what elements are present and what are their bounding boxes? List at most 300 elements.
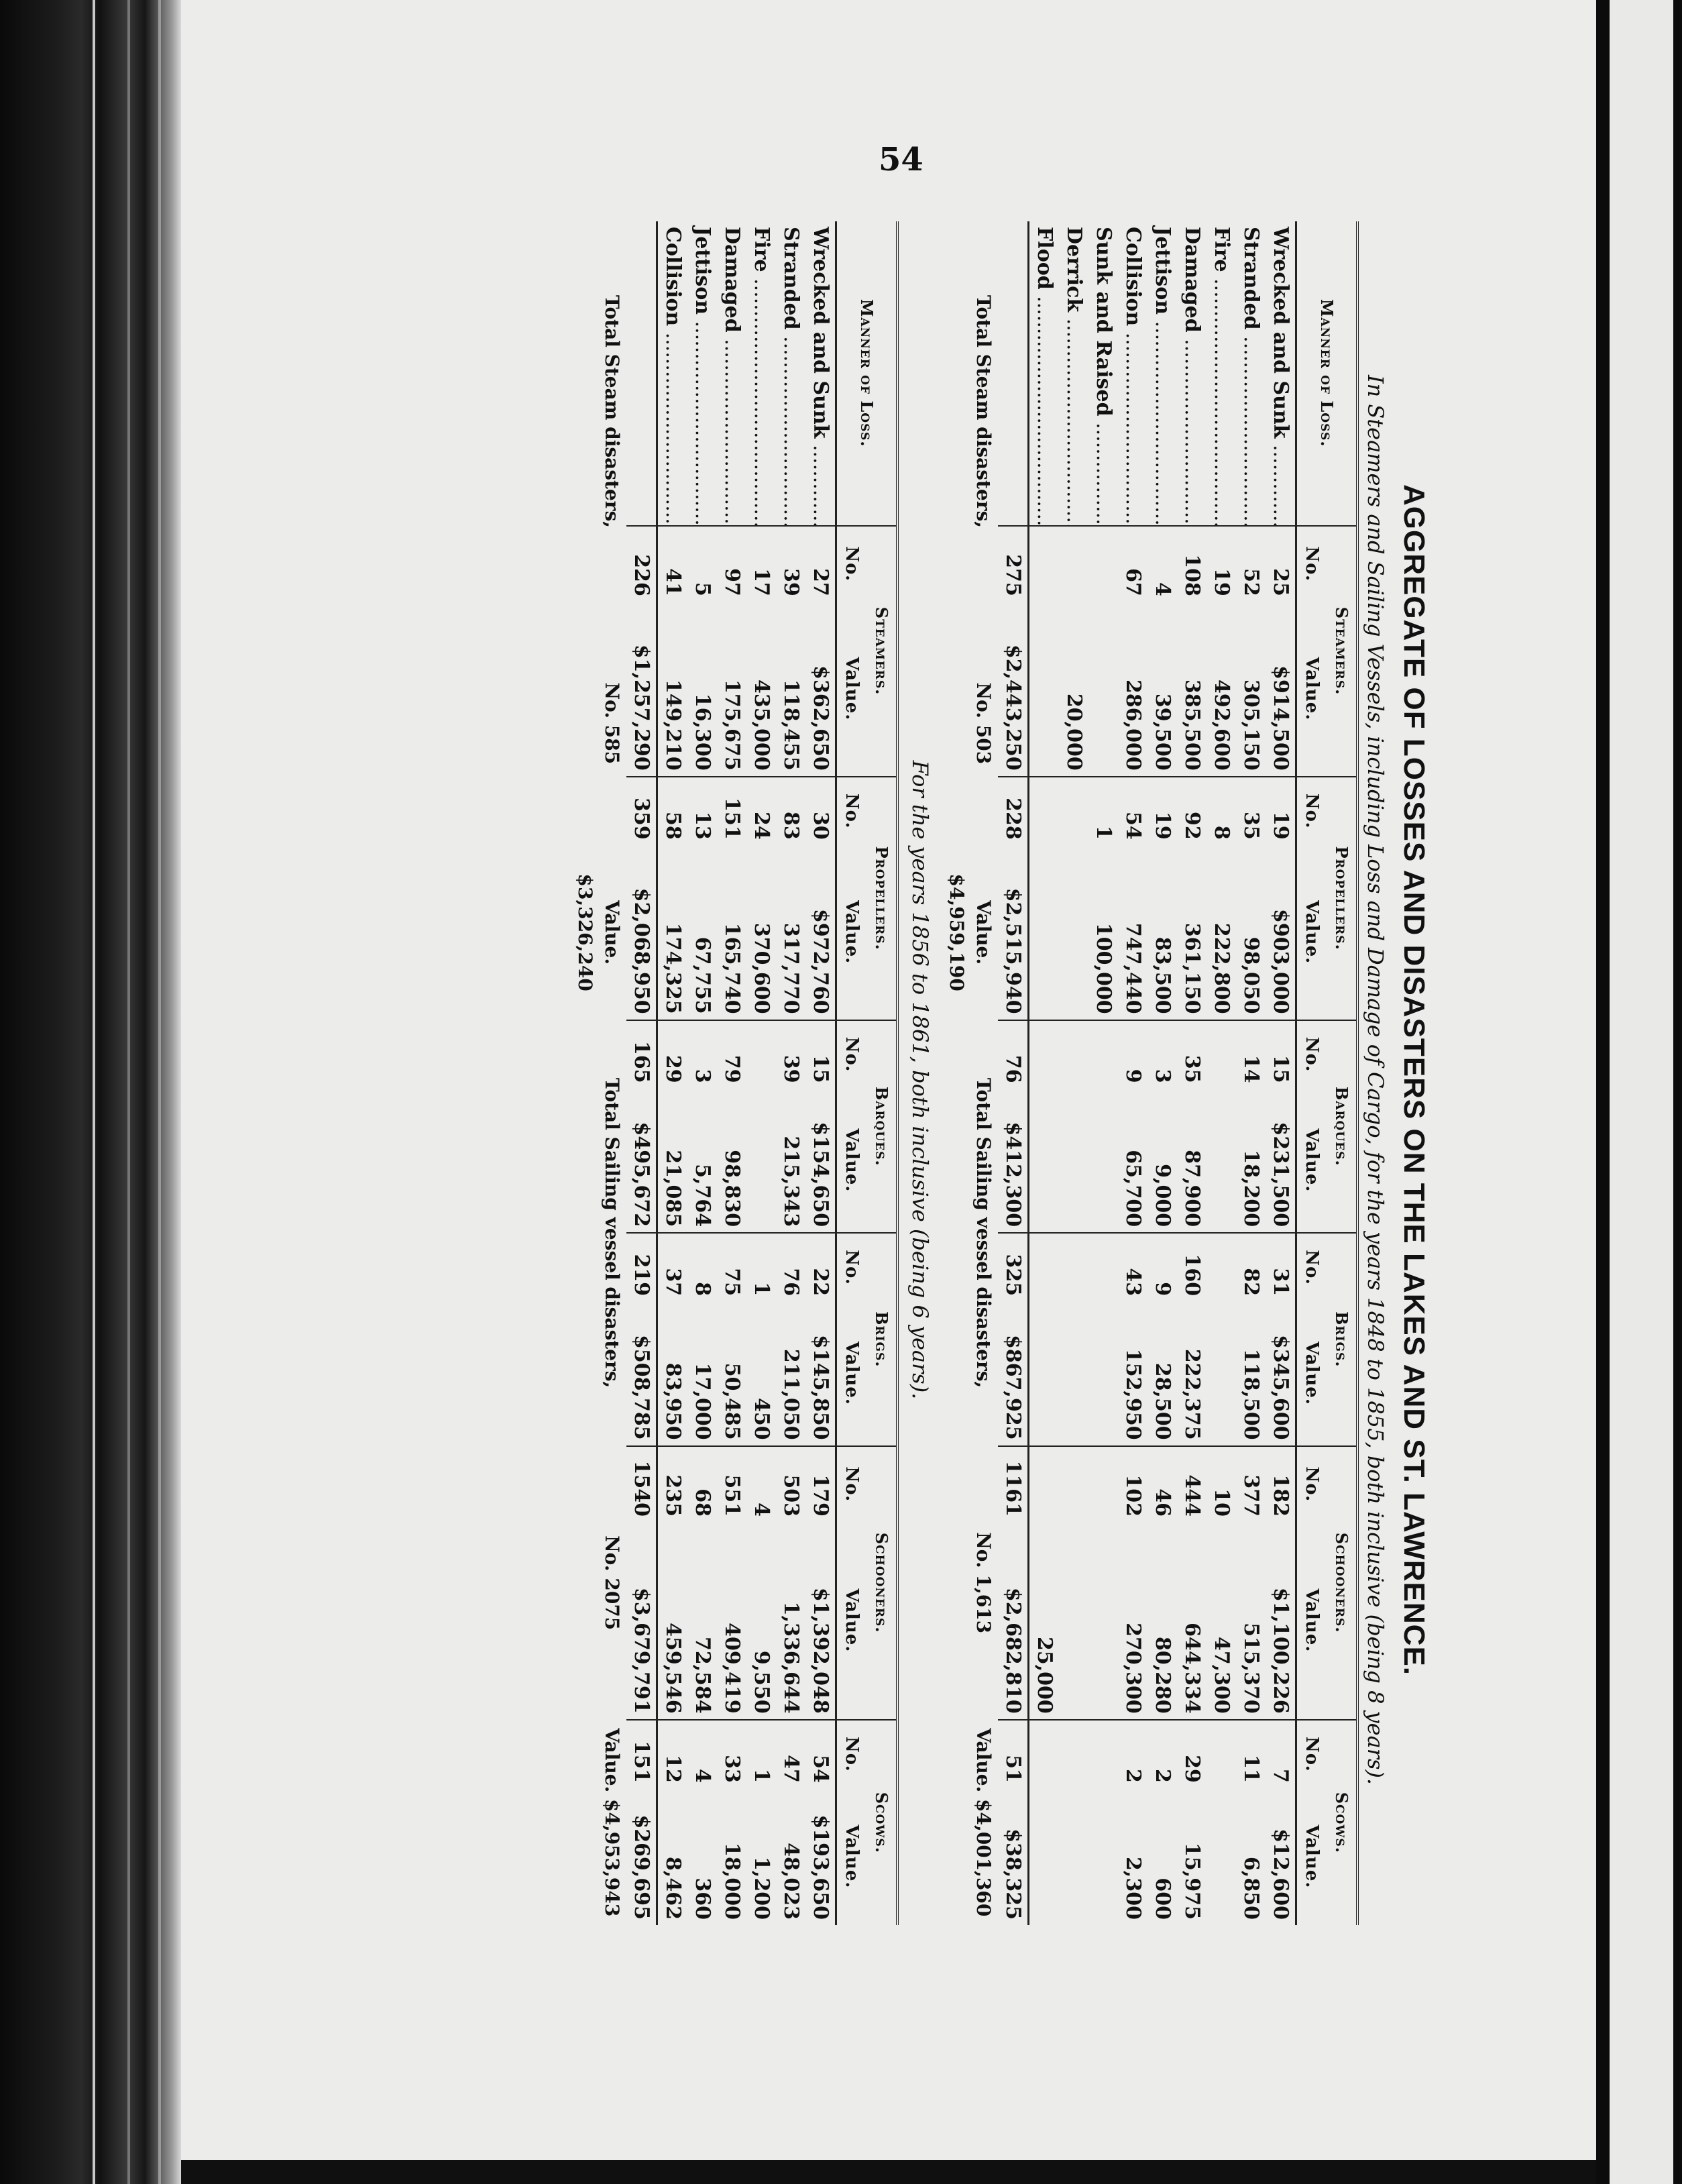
value-cell: 6,850: [1239, 1857, 1263, 1920]
count-cell: [1029, 777, 1060, 845]
value-cell: 286,000: [1121, 679, 1145, 771]
value-cell: 47,300: [1210, 1636, 1233, 1714]
count-cell: 377: [1236, 1446, 1266, 1522]
count-cell: 551: [717, 1446, 746, 1522]
manner-of-loss-label: Derrick .....: [1059, 221, 1088, 526]
count-cell: [1029, 1020, 1060, 1089]
value-cell: 98,050: [1239, 936, 1263, 1014]
page-edge-line: [158, 0, 161, 2184]
total-cell: $2,443,250: [998, 602, 1029, 777]
count-cell: [1029, 1720, 1060, 1788]
sail-total-label: Total Sailing vessel disasters,: [972, 1077, 995, 1388]
table-row: [657, 221, 688, 1925]
count-cell: 9: [1118, 1020, 1147, 1089]
count-cell: [1059, 526, 1088, 602]
steam-total-no: No. 585: [601, 682, 623, 765]
count-cell: 67: [1118, 526, 1147, 602]
value-cell: 409,419: [720, 1623, 744, 1714]
header-no: No.: [836, 1233, 867, 1301]
value-cell: [746, 1089, 776, 1233]
table-row: [1029, 221, 1060, 1925]
header-value: Value.: [1302, 1341, 1322, 1405]
manner-of-loss-label: Collision .....: [1118, 221, 1147, 526]
value-cell: 149,210: [661, 679, 685, 771]
total-cell: $867,925: [998, 1301, 1029, 1445]
value-cell: 118,500: [1239, 1348, 1263, 1440]
header-value: Value.: [842, 1588, 862, 1653]
count-cell: 4: [1147, 526, 1177, 602]
value-cell: 5,764: [691, 1164, 714, 1227]
count-cell: 235: [657, 1446, 688, 1522]
header-barques: Barques.: [1327, 1020, 1357, 1234]
count-cell: 15: [805, 1020, 836, 1089]
value-cell: $362,650: [809, 665, 832, 771]
value-cell: 174,325: [661, 922, 685, 1014]
count-cell: 179: [805, 1446, 836, 1522]
value-cell: 385,500: [1180, 679, 1204, 771]
header-barques: Barques.: [866, 1020, 897, 1234]
manner-of-loss-label: Wrecked and Sunk .....: [805, 221, 836, 526]
value-cell: 9,550: [750, 1650, 773, 1714]
count-cell: 11: [1236, 1720, 1266, 1788]
header-scows: Scows.: [1327, 1720, 1357, 1925]
count-cell: 102: [1118, 1446, 1147, 1522]
count-cell: 3: [1147, 1020, 1177, 1089]
value-cell: 65,700: [1121, 1150, 1145, 1227]
value-cell: 360: [691, 1877, 714, 1920]
value-cell: [1029, 1301, 1060, 1445]
summary-row: [942, 221, 998, 1925]
count-cell: 29: [657, 1020, 688, 1089]
value-cell: 20,000: [1062, 693, 1086, 771]
total-cell: 325: [998, 1233, 1029, 1301]
count-cell: 2: [1118, 1720, 1147, 1788]
header-brigs: Brigs.: [1327, 1233, 1357, 1446]
value-cell: 435,000: [750, 679, 773, 771]
table-subtitle: In Steamers and Sailing Vessels, including Loss and Damage of Cargo, for the years 1848 to 1855, both inclusive (being 8 years).: [1363, 374, 1388, 1786]
value-cell: 222,800: [1210, 922, 1233, 1014]
total-cell: $508,785: [626, 1301, 657, 1445]
count-cell: 15: [1266, 1020, 1296, 1089]
value-cell: 2,300: [1121, 1857, 1145, 1920]
manner-of-loss-label: Fire .....: [746, 221, 776, 526]
count-cell: [746, 1020, 776, 1089]
count-cell: 54: [1118, 777, 1147, 845]
header-value: Value.: [1302, 1588, 1322, 1653]
value-cell: 87,900: [1180, 1150, 1204, 1227]
count-cell: [1088, 526, 1118, 602]
count-cell: 5: [687, 526, 717, 602]
count-cell: 75: [717, 1233, 746, 1301]
header-value: Value.: [842, 657, 862, 721]
manner-of-loss-label: Jettison .....: [1147, 221, 1177, 526]
total-cell: $2,068,950: [626, 845, 657, 1020]
count-cell: 76: [776, 1233, 805, 1301]
period-caption: For the years 1856 to 1861, both inclusive (being 6 years).: [907, 760, 933, 1400]
total-cell: 51: [998, 1720, 1029, 1788]
value-cell: 50,485: [720, 1362, 744, 1440]
manner-of-loss-label: Collision .....: [657, 221, 688, 526]
steam-total-value: Value. $3,326,240: [574, 873, 623, 991]
count-cell: [1207, 1233, 1236, 1301]
count-cell: 19: [1266, 777, 1296, 845]
steam-total-value: Value. $4,959,190: [946, 873, 995, 991]
count-cell: [1059, 1446, 1088, 1522]
value-cell: 644,334: [1180, 1623, 1204, 1714]
count-cell: 25: [1266, 526, 1296, 602]
value-cell: 67,755: [691, 936, 714, 1014]
count-cell: 444: [1177, 1446, 1207, 1522]
count-cell: 4: [746, 1446, 776, 1522]
value-cell: [1029, 1089, 1060, 1233]
count-cell: 46: [1147, 1446, 1177, 1522]
header-no: No.: [836, 1446, 867, 1522]
value-cell: 600: [1151, 1877, 1174, 1920]
count-cell: 1: [746, 1720, 776, 1788]
value-cell: 175,675: [720, 679, 744, 771]
table-row: [717, 221, 746, 1925]
value-cell: [1059, 1522, 1088, 1720]
value-cell: $231,500: [1269, 1122, 1292, 1227]
header-no: No.: [1296, 1720, 1327, 1788]
count-cell: 47: [776, 1720, 805, 1788]
count-cell: 35: [1177, 1020, 1207, 1089]
count-cell: 4: [687, 1720, 717, 1788]
total-cell: $495,672: [626, 1089, 657, 1233]
count-cell: 13: [687, 777, 717, 845]
count-cell: 1: [746, 1233, 776, 1301]
table-row: [746, 221, 776, 1925]
header-value: Value.: [842, 900, 862, 965]
sail-total-no: No. 1,613: [972, 1532, 995, 1634]
value-cell: 492,600: [1210, 679, 1233, 771]
header-value: Value.: [1302, 657, 1322, 721]
value-cell: 28,500: [1151, 1362, 1174, 1440]
total-cell: 275: [998, 526, 1029, 602]
manner-of-loss-label: Damaged .....: [717, 221, 746, 526]
value-cell: 305,150: [1239, 679, 1263, 771]
sail-total-value: Value. $4,001,360: [972, 1728, 995, 1917]
value-cell: $154,650: [809, 1122, 832, 1227]
value-cell: $345,600: [1269, 1335, 1292, 1440]
manner-of-loss-label: Stranded .....: [776, 221, 805, 526]
count-cell: 97: [717, 526, 746, 602]
value-cell: 25,000: [1033, 1636, 1056, 1714]
value-cell: 222,375: [1180, 1348, 1204, 1440]
sail-total-label: Total Sailing vessel disasters,: [601, 1077, 623, 1388]
table-row: [1266, 221, 1296, 1925]
count-cell: 2: [1147, 1720, 1177, 1788]
value-cell: 118,455: [779, 679, 803, 771]
count-cell: [1088, 1020, 1118, 1089]
count-cell: 79: [717, 1020, 746, 1089]
count-cell: 54: [805, 1720, 836, 1788]
value-cell: 48,023: [779, 1843, 803, 1920]
value-cell: 459,546: [661, 1623, 685, 1714]
value-cell: [1059, 845, 1088, 1020]
count-cell: [1059, 1020, 1088, 1089]
manner-of-loss-label: Stranded .....: [1236, 221, 1266, 526]
count-cell: 182: [1266, 1446, 1296, 1522]
total-cell: 151: [626, 1720, 657, 1788]
total-cell: 359: [626, 777, 657, 845]
count-cell: 92: [1177, 777, 1207, 845]
table-title: AGGREGATE OF LOSSES AND DISASTERS ON THE LAKES AND ST. LAWRENCE.: [1398, 484, 1431, 1676]
totals-row: [626, 221, 657, 1925]
value-cell: [1059, 1788, 1088, 1925]
total-cell: 228: [998, 777, 1029, 845]
count-cell: 82: [1236, 1233, 1266, 1301]
sail-total-no: No. 2075: [601, 1535, 623, 1631]
total-cell: 219: [626, 1233, 657, 1301]
value-cell: 1,200: [750, 1857, 773, 1920]
count-cell: 151: [717, 777, 746, 845]
rotated-table-block: [389, 221, 1435, 1939]
value-cell: [1059, 1301, 1088, 1445]
count-cell: [1207, 1020, 1236, 1089]
table-row: [805, 221, 836, 1925]
value-cell: $914,500: [1269, 665, 1292, 771]
value-cell: 18,200: [1239, 1150, 1263, 1227]
header-value: Value.: [1302, 900, 1322, 965]
count-cell: 27: [805, 526, 836, 602]
value-cell: 515,370: [1239, 1623, 1263, 1714]
header-no: No.: [1296, 1233, 1327, 1301]
facing-page-edge: [1596, 0, 1682, 2184]
header-schooners: Schooners.: [1327, 1446, 1357, 1720]
sail-total-value: Value. $4,953,943: [601, 1728, 623, 1917]
header-no: No.: [836, 526, 867, 602]
manner-of-loss-label: Jettison .....: [687, 221, 717, 526]
value-cell: 15,975: [1180, 1843, 1204, 1920]
page-edge-line: [127, 0, 130, 2184]
count-cell: 19: [1147, 777, 1177, 845]
table-row: [1059, 221, 1088, 1925]
table-row: [1177, 221, 1207, 1925]
book-edge: [0, 0, 181, 2184]
value-cell: $903,000: [1269, 909, 1292, 1014]
value-cell: 215,343: [779, 1136, 803, 1227]
value-cell: 39,500: [1151, 693, 1174, 771]
count-cell: [1059, 1720, 1088, 1788]
value-cell: 72,584: [691, 1636, 714, 1714]
page-number: 54: [879, 141, 923, 178]
value-cell: 747,440: [1121, 922, 1145, 1014]
table-row: [1236, 221, 1266, 1925]
count-cell: 43: [1118, 1233, 1147, 1301]
count-cell: 17: [746, 526, 776, 602]
header-propellers: Propellers.: [866, 777, 897, 1020]
count-cell: [1029, 526, 1060, 602]
value-cell: [1207, 1301, 1236, 1445]
count-cell: 8: [687, 1233, 717, 1301]
value-cell: [1029, 1788, 1060, 1925]
header-value: Value.: [842, 1341, 862, 1405]
total-cell: 1540: [626, 1446, 657, 1522]
count-cell: 83: [776, 777, 805, 845]
header-no: No.: [836, 1020, 867, 1089]
steam-total-no: No. 503: [972, 682, 995, 765]
table-row: [776, 221, 805, 1925]
steam-total-label: Total Steam disasters,: [972, 294, 995, 529]
header-value: Value.: [842, 1824, 862, 1889]
value-cell: 361,150: [1180, 922, 1204, 1014]
value-cell: [1207, 1788, 1236, 1925]
value-cell: 83,950: [661, 1362, 685, 1440]
count-cell: [1059, 777, 1088, 845]
total-cell: 1161: [998, 1446, 1029, 1522]
value-cell: 152,950: [1121, 1348, 1145, 1440]
count-cell: [1088, 1720, 1118, 1788]
total-cell: $269,695: [626, 1788, 657, 1925]
steam-total-label: Total Steam disasters,: [601, 294, 623, 529]
count-cell: 160: [1177, 1233, 1207, 1301]
header-schooners: Schooners.: [866, 1446, 897, 1720]
count-cell: 39: [776, 1020, 805, 1089]
table-row: [1207, 221, 1236, 1925]
count-cell: [1088, 1446, 1118, 1522]
manner-of-loss-label: Sunk and Raised .....: [1088, 221, 1118, 526]
count-cell: 52: [1236, 526, 1266, 602]
table-row: [1088, 221, 1118, 1925]
header-manner: Manner of Loss.: [836, 221, 898, 526]
count-cell: 12: [657, 1720, 688, 1788]
value-cell: [1059, 1089, 1088, 1233]
value-cell: $193,650: [809, 1814, 832, 1920]
value-cell: [1088, 1301, 1118, 1445]
count-cell: 108: [1177, 526, 1207, 602]
header-no: No.: [1296, 1446, 1327, 1522]
total-cell: 76: [998, 1020, 1029, 1089]
count-cell: 10: [1207, 1446, 1236, 1522]
value-cell: 17,000: [691, 1362, 714, 1440]
total-cell: $38,325: [998, 1788, 1029, 1925]
header-scows: Scows.: [866, 1720, 897, 1925]
total-cell: 165: [626, 1020, 657, 1089]
value-cell: 211,050: [779, 1348, 803, 1440]
value-cell: $1,392,048: [809, 1587, 832, 1714]
count-cell: [1059, 1233, 1088, 1301]
value-cell: 370,600: [750, 922, 773, 1014]
header-brigs: Brigs.: [866, 1233, 897, 1446]
value-cell: 21,085: [661, 1150, 685, 1227]
total-cell: $412,300: [998, 1089, 1029, 1233]
value-cell: [1207, 1089, 1236, 1233]
count-cell: 33: [717, 1720, 746, 1788]
manner-of-loss-label: Wrecked and Sunk .....: [1266, 221, 1296, 526]
header-no: No.: [836, 1720, 867, 1788]
count-cell: [1029, 1233, 1060, 1301]
value-cell: 83,500: [1151, 936, 1174, 1014]
count-cell: 1: [1088, 777, 1118, 845]
value-cell: 80,280: [1151, 1636, 1174, 1714]
value-cell: 1,336,644: [779, 1601, 803, 1714]
manner-of-loss-label: Fire .....: [1207, 221, 1236, 526]
header-no: No.: [1296, 777, 1327, 845]
losses-table-1856-1861: [570, 221, 899, 1925]
header-no: No.: [836, 777, 867, 845]
count-cell: 19: [1207, 526, 1236, 602]
value-cell: $145,850: [809, 1335, 832, 1440]
header-value: Value.: [1302, 1128, 1322, 1193]
count-cell: 29: [1177, 1720, 1207, 1788]
value-cell: 18,000: [720, 1843, 744, 1920]
value-cell: [1088, 1522, 1118, 1720]
value-cell: 98,830: [720, 1150, 744, 1227]
count-cell: 9: [1147, 1233, 1177, 1301]
count-cell: 58: [657, 777, 688, 845]
totals-row: [998, 221, 1029, 1925]
header-value: Value.: [1302, 1824, 1322, 1889]
value-cell: 165,740: [720, 922, 744, 1014]
total-cell: $2,682,810: [998, 1522, 1029, 1720]
count-cell: 7: [1266, 1720, 1296, 1788]
table-row: [1147, 221, 1177, 1925]
count-cell: 31: [1266, 1233, 1296, 1301]
manner-of-loss-label: Flood .....: [1029, 221, 1060, 526]
count-cell: 24: [746, 777, 776, 845]
header-steamers: Steamers.: [1327, 526, 1357, 777]
value-cell: $12,600: [1269, 1828, 1292, 1920]
header-no: No.: [1296, 1020, 1327, 1089]
table-row: [687, 221, 717, 1925]
page-edge-line: [93, 0, 95, 2184]
value-cell: [1088, 1089, 1118, 1233]
value-cell: 270,300: [1121, 1623, 1145, 1714]
count-cell: 3: [687, 1020, 717, 1089]
summary-row: [570, 221, 626, 1925]
total-cell: 226: [626, 526, 657, 602]
count-cell: 35: [1236, 777, 1266, 845]
header-steamers: Steamers.: [866, 526, 897, 777]
value-cell: 8,462: [661, 1857, 685, 1920]
value-cell: $972,760: [809, 909, 832, 1014]
manner-of-loss-label: Damaged .....: [1177, 221, 1207, 526]
value-cell: [1088, 1788, 1118, 1925]
total-cell: $3,679,791: [626, 1522, 657, 1720]
count-cell: 14: [1236, 1020, 1266, 1089]
count-cell: 41: [657, 526, 688, 602]
losses-table-1848-1855: [942, 221, 1359, 1925]
count-cell: 503: [776, 1446, 805, 1522]
count-cell: 8: [1207, 777, 1236, 845]
value-cell: [1088, 602, 1118, 777]
table-row: [1118, 221, 1147, 1925]
value-cell: 9,000: [1151, 1164, 1174, 1227]
count-cell: 39: [776, 526, 805, 602]
count-cell: 22: [805, 1233, 836, 1301]
header-manner: Manner of Loss.: [1296, 221, 1358, 526]
count-cell: 37: [657, 1233, 688, 1301]
value-cell: $1,100,226: [1269, 1587, 1292, 1714]
count-cell: 68: [687, 1446, 717, 1522]
value-cell: 317,770: [779, 922, 803, 1014]
count-cell: [1029, 1446, 1060, 1522]
value-cell: [1029, 845, 1060, 1020]
value-cell: 16,300: [691, 693, 714, 771]
header-value: Value.: [842, 1128, 862, 1193]
header-no: No.: [1296, 526, 1327, 602]
count-cell: 30: [805, 777, 836, 845]
header-propellers: Propellers.: [1327, 777, 1357, 1020]
value-cell: 450: [750, 1397, 773, 1440]
count-cell: [1207, 1720, 1236, 1788]
count-cell: [1088, 1233, 1118, 1301]
total-cell: $2,515,940: [998, 845, 1029, 1020]
total-cell: $1,257,290: [626, 602, 657, 777]
value-cell: 100,000: [1092, 922, 1115, 1014]
value-cell: [1029, 602, 1060, 777]
